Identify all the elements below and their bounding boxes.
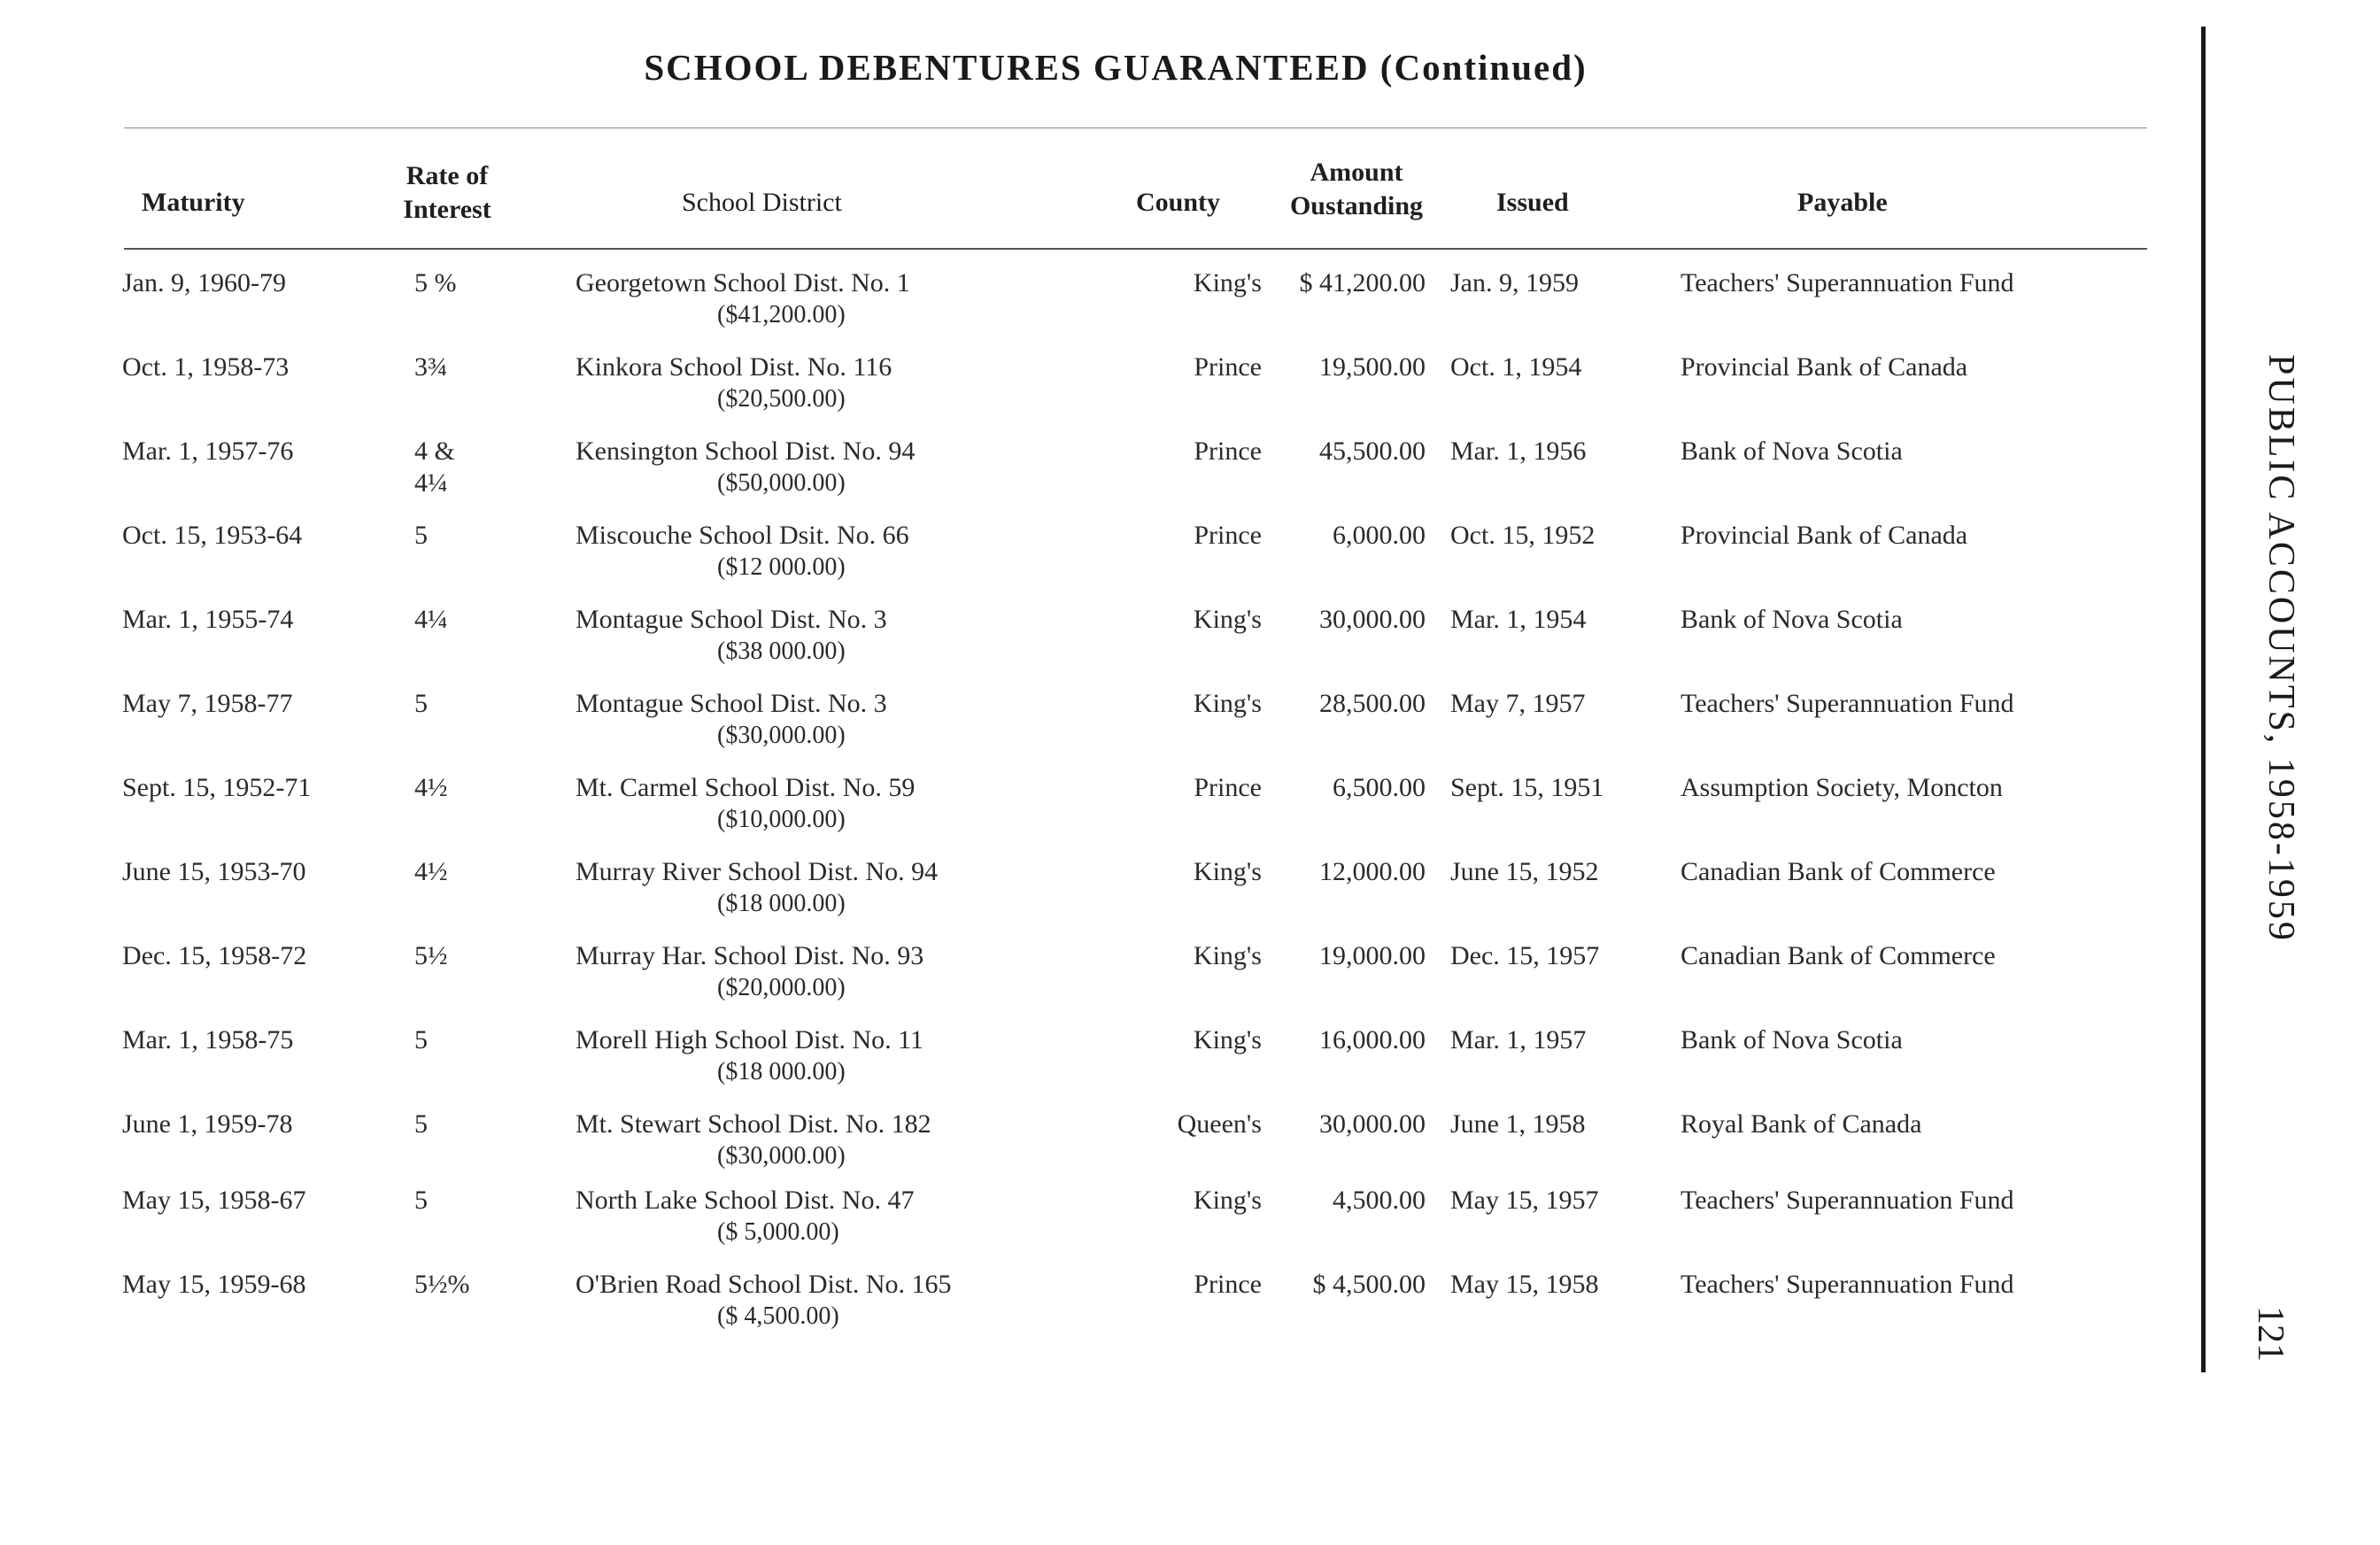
rate-cell: 4½ (414, 857, 448, 886)
header-rule (124, 248, 2147, 250)
district-original-amount: ($38 000.00) (717, 637, 846, 665)
amount-cell: 30,000.00 (1319, 605, 1426, 634)
issued-cell: May 7, 1957 (1450, 689, 1586, 718)
header-amount: Amount Oustanding (1289, 158, 1424, 220)
district-cell (576, 1269, 952, 1333)
district-name: Miscouche School Dsit. No. 66 (576, 521, 909, 550)
rate-cell: 5 (414, 689, 428, 718)
payable-cell: Teachers' Superannuation Fund (1681, 1186, 2014, 1215)
district-original-amount: ($20,500.00) (717, 385, 846, 413)
county-cell: Prince (1194, 773, 1262, 802)
district-cell (576, 351, 892, 415)
issued-cell: June 15, 1952 (1450, 857, 1599, 886)
payable-cell: Assumption Society, Moncton (1681, 773, 2003, 802)
amount-cell: 6,500.00 (1333, 773, 1426, 802)
amount-cell: 6,000.00 (1333, 521, 1426, 550)
district-name: Mt. Carmel School Dist. No. 59 (576, 773, 916, 802)
payable-cell: Bank of Nova Scotia (1681, 1025, 1903, 1054)
amount-cell: 19,500.00 (1319, 352, 1426, 382)
top-rule (124, 127, 2147, 128)
county-cell: King's (1193, 689, 1262, 718)
rate-cell: 4 & 4¼ (414, 436, 455, 498)
maturity-cell: Oct. 1, 1958-73 (122, 352, 290, 382)
district-cell (576, 940, 923, 1004)
rate-cell: 5 % (414, 268, 457, 297)
header-issued: Issued (1496, 188, 1569, 217)
district-name: Mt. Stewart School Dist. No. 182 (576, 1109, 931, 1139)
rate-cell: 5 (414, 1025, 428, 1054)
payable-cell: Teachers' Superannuation Fund (1681, 268, 2014, 297)
payable-cell: Teachers' Superannuation Fund (1681, 1270, 2014, 1299)
district-name: O'Brien Road School Dist. No. 165 (576, 1270, 952, 1299)
maturity-cell: Jan. 9, 1960-79 (122, 268, 286, 297)
amount-cell: 4,500.00 (1333, 1186, 1426, 1215)
issued-cell: May 15, 1958 (1450, 1270, 1599, 1299)
district-cell (576, 772, 915, 836)
rate-cell: 5 (414, 1186, 428, 1215)
issued-cell: Dec. 15, 1957 (1450, 941, 1600, 970)
amount-cell: 16,000.00 (1319, 1025, 1426, 1054)
maturity-cell: June 1, 1959-78 (122, 1109, 293, 1139)
issued-cell: Oct. 15, 1952 (1450, 521, 1596, 550)
district-cell (576, 1109, 931, 1172)
payable-cell: Canadian Bank of Commerce (1681, 857, 1996, 886)
county-cell: King's (1193, 268, 1262, 297)
header-payable: Payable (1797, 188, 1888, 217)
rate-cell: 5½ (414, 941, 448, 970)
rate-cell: 5½% (414, 1270, 470, 1299)
rate-cell: 5 (414, 1109, 428, 1139)
district-cell (576, 520, 909, 583)
county-cell: King's (1193, 605, 1262, 634)
district-original-amount: ($10,000.00) (717, 806, 846, 833)
district-cell (576, 1024, 923, 1088)
amount-cell: $ 4,500.00 (1312, 1270, 1426, 1299)
payable-cell: Teachers' Superannuation Fund (1681, 689, 2014, 718)
district-original-amount: ($ 5,000.00) (717, 1218, 839, 1246)
district-original-amount: ($ 4,500.00) (717, 1302, 839, 1330)
county-cell: Prince (1194, 1270, 1262, 1299)
maturity-cell: Sept. 15, 1952-71 (122, 773, 312, 802)
county-cell: Queen's (1177, 1109, 1262, 1139)
issued-cell: Sept. 15, 1951 (1450, 773, 1604, 802)
district-cell (576, 688, 887, 752)
county-cell: Prince (1194, 436, 1262, 466)
issued-cell: Jan. 9, 1959 (1450, 268, 1579, 297)
district-name: Montague School Dist. No. 3 (576, 605, 887, 634)
payable-cell: Bank of Nova Scotia (1681, 605, 1903, 634)
payable-cell: Canadian Bank of Commerce (1681, 941, 1996, 970)
maturity-cell: Mar. 1, 1958-75 (122, 1025, 294, 1054)
county-cell: King's (1193, 941, 1262, 970)
district-name: Kinkora School Dist. No. 116 (576, 352, 892, 382)
maturity-cell: Oct. 15, 1953-64 (122, 521, 303, 550)
district-original-amount: ($18 000.00) (717, 1058, 846, 1085)
county-cell: Prince (1194, 352, 1262, 382)
issued-cell: Oct. 1, 1954 (1450, 352, 1582, 382)
district-original-amount: ($50,000.00) (717, 469, 846, 497)
district-name: North Lake School Dist. No. 47 (576, 1186, 915, 1215)
rate-cell: 3¾ (414, 352, 448, 382)
issued-cell: Mar. 1, 1956 (1450, 436, 1587, 466)
amount-cell: 12,000.00 (1319, 857, 1426, 886)
district-name: Morell High School Dist. No. 11 (576, 1025, 924, 1054)
payable-cell: Bank of Nova Scotia (1681, 436, 1903, 466)
issued-cell: Mar. 1, 1957 (1450, 1025, 1587, 1054)
district-cell (576, 604, 887, 668)
header-county: County (1136, 188, 1221, 217)
header-rate: Rate of Interest (403, 161, 491, 224)
maturity-cell: Dec. 15, 1958-72 (122, 941, 307, 970)
district-name: Murray River School Dist. No. 94 (576, 857, 939, 886)
district-original-amount: ($30,000.00) (717, 722, 846, 749)
district-original-amount: ($18 000.00) (717, 890, 846, 917)
amount-cell: 19,000.00 (1319, 941, 1426, 970)
county-cell: King's (1193, 1186, 1262, 1215)
page-title: SCHOOL DEBENTURES GUARANTEED (Continued) (644, 47, 1588, 88)
maturity-cell: May 7, 1958-77 (122, 689, 293, 718)
maturity-cell: Mar. 1, 1955-74 (122, 605, 294, 634)
payable-cell: Provincial Bank of Canada (1681, 521, 1968, 550)
district-name: Montague School Dist. No. 3 (576, 689, 887, 718)
issued-cell: May 15, 1957 (1450, 1186, 1599, 1215)
district-cell (576, 1185, 914, 1248)
payable-cell: Royal Bank of Canada (1681, 1109, 1922, 1139)
district-name: Murray Har. School Dist. No. 93 (576, 941, 924, 970)
district-original-amount: ($30,000.00) (717, 1142, 846, 1170)
running-title: PUBLIC ACCOUNTS, 1958-1959 (2260, 354, 2301, 943)
county-cell: Prince (1194, 521, 1262, 550)
amount-cell: 28,500.00 (1319, 689, 1426, 718)
header-district: School District (682, 188, 842, 217)
rate-cell: 5 (414, 521, 428, 550)
district-original-amount: ($20,000.00) (717, 974, 846, 1001)
maturity-cell: Mar. 1, 1957-76 (122, 436, 294, 466)
district-cell (576, 856, 938, 920)
district-name: Georgetown School Dist. No. 1 (576, 268, 910, 297)
district-original-amount: ($41,200.00) (717, 301, 846, 328)
maturity-cell: May 15, 1958-67 (122, 1186, 306, 1215)
page-number: 121 (2250, 1306, 2291, 1362)
district-name: Kensington School Dist. No. 94 (576, 436, 916, 466)
issued-cell: June 1, 1958 (1450, 1109, 1586, 1139)
header-maturity: Maturity (142, 188, 245, 217)
amount-cell: 45,500.00 (1319, 436, 1426, 466)
amount-cell: 30,000.00 (1319, 1109, 1426, 1139)
district-original-amount: ($12 000.00) (717, 553, 846, 581)
rate-cell: 4¼ (414, 605, 448, 634)
county-cell: King's (1193, 857, 1262, 886)
issued-cell: Mar. 1, 1954 (1450, 605, 1587, 634)
rate-cell: 4½ (414, 773, 448, 802)
margin-bar (2201, 27, 2206, 1372)
maturity-cell: June 15, 1953-70 (122, 857, 306, 886)
amount-cell: $ 41,200.00 (1299, 268, 1426, 297)
maturity-cell: May 15, 1959-68 (122, 1270, 306, 1299)
district-cell (576, 436, 915, 499)
county-cell: King's (1193, 1025, 1262, 1054)
district-cell (576, 267, 910, 331)
payable-cell: Provincial Bank of Canada (1681, 352, 1968, 382)
